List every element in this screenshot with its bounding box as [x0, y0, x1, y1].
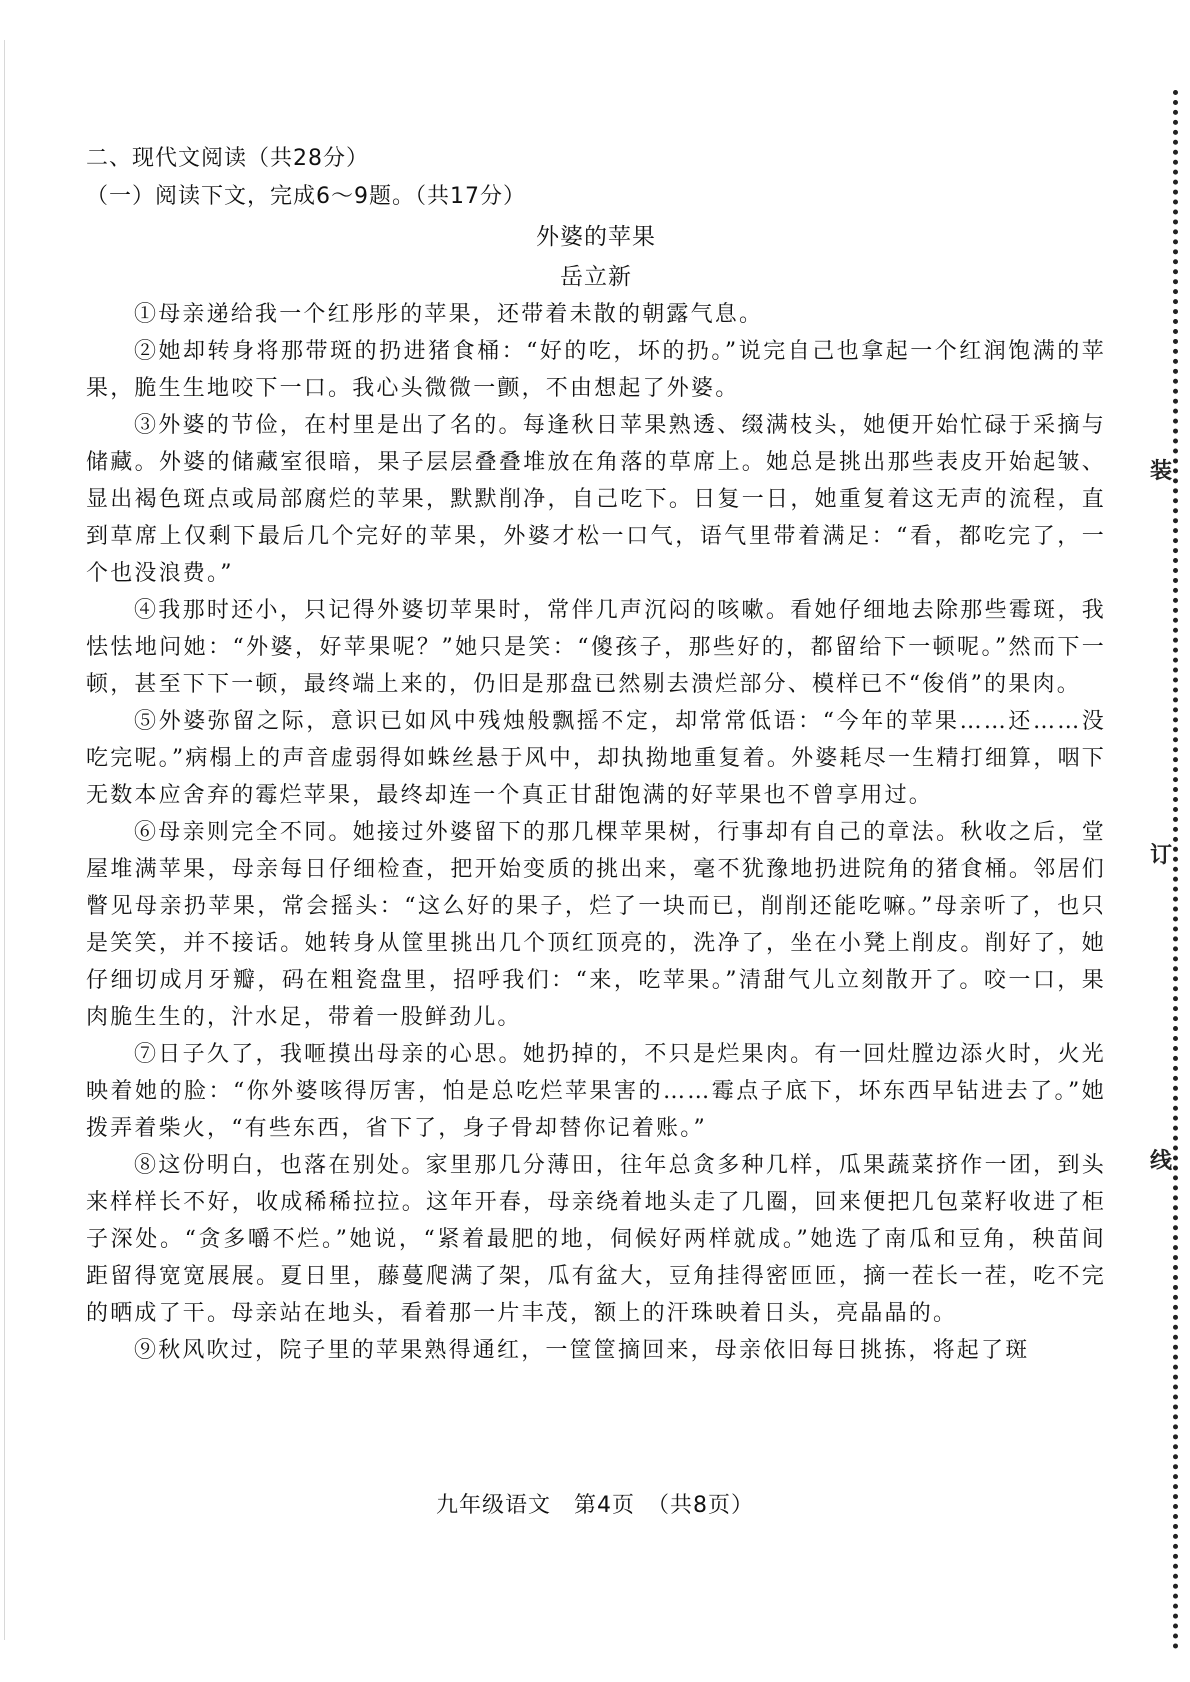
binding-mark-xian: 线 [1150, 1142, 1172, 1177]
paragraph-6: ⑥母亲则完全不同。她接过外婆留下的那几棵苹果树，行事却有自己的章法。秋收之后，堂屋堆满苹果，母亲每日仔细检查，把开始变质的挑出来，毫不犹豫地扔进院角的猪食桶。邻居们瞥见母亲扔苹果，常会摇头：“这么好的果子，烂了一块而已，削削还能吃嘛。”母亲听了，也只是笑笑，并不接话。她转身从筐里挑出几个顶红顶亮的，洗净了，坐在小凳上削皮。削好了，她仔细切成月牙瓣，码在粗瓷盘里，招呼我们：“来，吃苹果。”清甜气儿立刻散开了。咬一口，果肉脆生生的，汁水足，带着一股鲜劲儿。 [86, 820, 1106, 1030]
binding-mark-ding: 订 [1150, 836, 1172, 871]
section-heading: 二、现代文阅读（共28分） [86, 146, 369, 171]
part-heading: （一）阅读下文，完成6～9题。（共17分） [86, 184, 526, 209]
binding-mark-zhuang: 装 [1150, 452, 1172, 487]
page-edge-line [4, 40, 5, 1640]
paragraph-1: ①母亲递给我一个红彤彤的苹果，还带着未散的朝露气息。 [134, 302, 764, 327]
paragraph-7: ⑦日子久了，我咂摸出母亲的心思。她扔掉的，不只是烂果肉。有一回灶膛边添火时，火光映着她的脸：“你外婆咳得厉害，怕是总吃烂苹果害的……霉点子底下，坏东西早钻进去了。”她拨弄着柴火，“有些东西，省下了，身子骨却替你记着账。” [86, 1042, 1106, 1141]
paragraph-3: ③外婆的节俭，在村里是出了名的。每逢秋日苹果熟透、缀满枝头，她便开始忙碌于采摘与储藏。外婆的储藏室很暗，果子层层叠叠堆放在角落的草席上。她总是挑出那些表皮开始起皱、显出褐色斑点或局部腐烂的苹果，默默削净，自己吃下。日复一日，她重复着这无声的流程，直到草席上仅剩下最后几个完好的苹果，外婆才松一口气，语气里带着满足：“看，都吃完了，一个也没浪费。” [86, 413, 1106, 586]
paragraph-4: ④我那时还小，只记得外婆切苹果时，常伴几声沉闷的咳嗽。看她仔细地去除那些霉斑，我怯怯地问她：“外婆，好苹果呢？”她只是笑：“傻孩子，那些好的，都留给下一顿呢。”然而下一顿，甚至下下一顿，最终端上来的，仍旧是那盘已然剔去溃烂部分、模样已不“俊俏”的果肉。 [86, 598, 1106, 697]
article-author: 岳立新 [560, 264, 632, 290]
binding-dotted-line [1173, 90, 1178, 1650]
paragraph-2: ②她却转身将那带斑的扔进猪食桶：“好的吃，坏的扔。”说完自己也拿起一个红润饱满的苹果，脆生生地咬下一口。我心头微微一颤，不由想起了外婆。 [86, 339, 1106, 401]
article-title: 外婆的苹果 [536, 224, 656, 250]
paragraph-8: ⑧这份明白，也落在别处。家里那几分薄田，往年总贪多种几样，瓜果蔬菜挤作一团，到头来样样长不好，收成稀稀拉拉。这年开春，母亲绕着地头走了几圈，回来便把几包菜籽收进了柜子深处。“贪多嚼不烂。”她说，“紧着最肥的地，伺候好两样就成。”她选了南瓜和豆角，秧苗间距留得宽宽展展。夏日里，藤蔓爬满了架，瓜有盆大，豆角挂得密匝匝，摘一茬长一茬，吃不完的晒成了干。母亲站在地头，看着那一片丰茂，额上的汗珠映着日头，亮晶晶的。 [86, 1153, 1106, 1326]
paragraph-9: ⑨秋风吹过，院子里的苹果熟得通红，一筐筐摘回来，母亲依旧每日挑拣，将起了斑 [134, 1338, 1030, 1363]
page-footer: 九年级语文 第4页 （共8页） [436, 1493, 754, 1518]
paragraph-5: ⑤外婆弥留之际，意识已如风中残烛般飘摇不定，却常常低语：“今年的苹果……还……没吃完呢。”病榻上的声音虚弱得如蛛丝悬于风中，却执拗地重复着。外婆耗尽一生精打细算，咽下无数本应舍弃的霉烂苹果，最终却连一个真正甘甜饱满的好苹果也不曾享用过。 [86, 709, 1106, 808]
exam-content [86, 140, 1106, 1369]
